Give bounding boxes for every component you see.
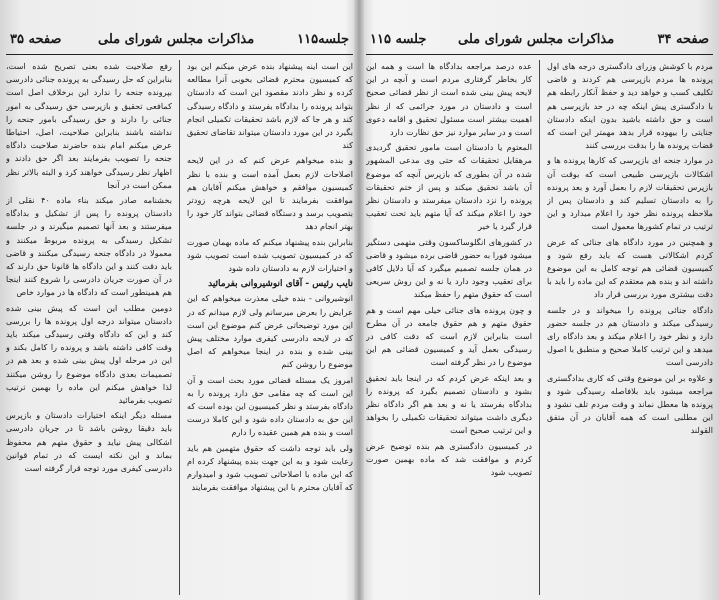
book-gutter	[354, 0, 364, 600]
paragraph: مسئله دیگر اینکه اختیارات دادستان و بازپرس باید دقیقا روشن باشد تا در جریان دادرسی اشکالی پیش نیاید و حقوق متهم هم محفوظ بماند و این نکته ایست که در تمام قوانین دادرسی کیفری مورد توجه قرار گرفته است	[6, 410, 172, 474]
paragraph: و چون پرونده های جنائی خیلی مهم است و هم حقوق متهم و هم حقوق جامعه در آن مطرح است بنابراین لازم است که دقت کافی در رسیدگی بعمل آید و کمیسیون قضائی هم این موضوع را در نظر گرفته است	[366, 304, 532, 368]
paragraph: بخشنامه صادر میکند بناء ماده ۴۰ نقلی از دادستان پرونده را پس از تشکیل و بدادگاه میفرستند و بعد آنها تصمیم میگیرند و در جلسه تشکیل رسیدگی به پرونده مربوط میکنند و معمولا در دادگاه جنحه رسیدگی میکنند و قاضی باید دقت کنند و این دادگاه ها قانونا حق دارند که در آن صورت جریان دادرسی را شروع کنند اینجا هم همینطور است که دادگاه ها در موارد خاص	[6, 195, 172, 298]
paragraph: در موارد جنحه ای بازپرسی که کارها پرونده ها و اشکالات بازپرسی طبیعی است که بوقت آن بازپرس تحقیقات لازم را بعمل آورد و بعد پرونده را به دادستان تسلیم کند و دادستان پس از ملاحظه پرونده نظر خود را اعلام میدارد و این ترتیب در تمام کشورها معمول است	[547, 155, 713, 232]
paragraph: و بنده میخواهم عرض کنم که در این لایحه اصلاحات لازم بعمل آمده است و بنده با نظر کمیسیون موافقم و خواهش میکنم آقایان هم موافقت بفرمایند تا این لایحه هرچه زودتر بتصویب برسد و دستگاه قضائی بتواند کار خود را بهتر انجام دهد	[187, 155, 353, 232]
right-header-rule	[366, 54, 713, 55]
right-page-title: مذاکرات مجلس شورای ملی	[458, 32, 615, 47]
right-page-column-left	[366, 60, 532, 595]
left-page-column-left	[6, 60, 172, 595]
paragraph: و علاوه بر این موضوع وقتی که کاری بدادگستری مراجعه میشود باید بلافاصله رسیدگی شود و پرونده ها معطل نماند و وقت مردم تلف نشود و این مطلبی است که همه آقایان در آن متفق القولند	[547, 372, 713, 436]
left-page-header	[6, 32, 353, 54]
right-page	[366, 0, 713, 600]
left-page-session: جلسه۱۱۵	[297, 32, 349, 47]
paragraph: دومین مطلب این است که پیش بینی شده دادستان میتواند درجه اول پرونده ها را بررسی کند و این که دادگاه وقتی رسیدگی میکند باید وقت کافی داشته باشد و پرونده را کامل بکند و این در مرحله اول پیش بینی شده و بعد هم در تصمیمات بعدی دادگاه موضوع را روشن میکنند لذا خواهش میکنم این ماده را بهمین ترتیب تصویب بفرمائید	[6, 302, 172, 406]
paragraph: المعتوم یا دادستان است مامور تحقیق گردیدی مرهقایل تحقیقات که حتی وی مدعی المشهور شده در آن بطوری که بازپرس آنچه که موضوع آن باشد تحقیق میکند و پس از ختم تحقیقات پرونده را نزد دادستان میفرستد و دادستان نظر خود را اعلام میکند که آیا متهم باید تحت تعقیب قرار گیرد یا خیر	[366, 142, 532, 232]
paragraph: در کشورهای انگلوساکسون وقتی متهمی دستگیر میشود فورا به حضور قاضی برده میشود و قاضی در همان جلسه تصمیم میگیرد که آیا دلایل کافی برای تعقیب وجود دارد یا نه و این روش سریعی است که حقوق متهم را حفظ میکند	[366, 236, 532, 300]
paragraph: امروز یک مسئله قضائی مورد بحث است و آن این است که چه مقامی حق دارد پرونده را به دادگاه بفرستد و نظر کمیسیون این بوده است که این حق به دادستان داده شود و این کاملا درست است و بنده هم همین عقیده را دارم	[187, 374, 353, 438]
speaker-heading: نایب رئیس - آقای انوشیروانی بفرمائید	[208, 279, 353, 290]
paragraph: انوشیروانی - بنده خیلی معذرت میخواهم که این عرایض را بعرض میرسانم ولی لازم میدانم که در این مورد توضیحاتی عرض کنم موضوع این است که در لایحه دادرسی کیفری موارد مختلف پیش بینی شده و بنده در اینجا میخواهم که اصل موضوع را روشن کنم	[187, 293, 353, 370]
right-page-number: صفحه ۳۴	[657, 32, 709, 47]
paragraph: مردم با کوشش وزرای دادگستری درجه های اول پرونده ها مردم بازپرسی هم کردند و قاضی تکلیف کسب و خواهد دید و حفظ آنکار رابطه هم با دادگستری پیش اینکه چه در حد بازپرسی هم است و حق داشته باشید بدون اینکه دادستان جنایتی را بیهوده قرار بدهد مهمتر این است که قضات پرونده ها را بدقت بررسی کنند	[547, 61, 713, 151]
paragraph: ولی باید توجه داشت که حقوق متهمین هم باید رعایت شود و به این جهت بنده پیشنهاد کرده ام که این ماده با اصلاحاتی تصویب شود و امیدوارم که آقایان محترم با این پیشنهاد موافقت بفرمایند	[187, 442, 353, 493]
paragraph: و بعد اینکه عرض کردم که در اینجا باید تحقیق بشود و دادستان تصمیم بگیرد که پرونده را بدادگاه بفرستد یا نه و بعد هم اگر دادگاه نظر دیگری داشت میتواند تحقیقات تکمیلی را بخواهد و این ترتیب صحیح است	[366, 372, 532, 436]
paragraph: در کمیسیون دادگستری هم بنده توضیح عرض کردم و موافقت شد که ماده بهمین صورت تصویب شود	[366, 440, 532, 478]
paragraph: دادگاه جنائی پرونده را میخواند و در جلسه رسیدگی میکند و دادستان هم در جلسه حضور دارد و نظر خود را اعلام میکند و بعد دادگاه رای میدهد و این ترتیب کاملا صحیح و منطبق با اصول دادرسی است	[547, 304, 713, 368]
left-page-number: صفحه ۳۵	[10, 32, 62, 47]
left-page-title: مذاکرات مجلس شورای ملی	[98, 32, 255, 47]
paragraph: عده درصد مراجعه بدادگاه ها است و همه این کار بخاطر گرفتاری مردم است و آنچه در این لایحه پیش بینی شده است از نظر قضائی صحیح است و دادستان در مورد جرائمی که از نظر اهمیت بیشتر است مسئول تحقیق و اقامه دعوی است و در سایر موارد نیز حق نظارت دارد	[366, 61, 532, 138]
left-page	[6, 0, 353, 600]
paragraph: بنابراین بنده پیشنهاد میکنم که ماده بهمان صورت که در کمیسیون تصویب شده است تصویب شود و اختیارات لازم به دادستان داده شود	[187, 236, 353, 274]
right-page-header	[366, 32, 713, 54]
right-page-column-right	[547, 60, 713, 595]
right-page-session: جلسه ۱۱۵	[370, 32, 427, 47]
paragraph: و همچنین در مورد دادگاه های جنائی که عرض کردم اشکالاتی هست که باید رفع شود و کمیسیون قضائی هم توجه کامل به این موضوع داشته اند و بنده هم معتقدم که این ماده را باید با دقت بیشتری مورد بررسی قرار داد	[547, 236, 713, 300]
paragraph: این است اینه پیشنهاد بنده عرض میکنم این بود که کمیسیون محترم قضائی بخوبی آنرا مطالعه کرده و نظر دادند مقصود این است که دادستان بتواند پرونده را بدادگاه بفرستد و دادگاه رسیدگی کند و هر جا که لازم باشد تحقیقات تکمیلی انجام بگیرد در این مورد دادستان میتواند تقاضای تحقیق کند	[187, 61, 353, 151]
left-page-column-right	[187, 60, 353, 595]
left-header-rule	[6, 54, 353, 55]
paragraph: رفع صلاحیت شده بعنی تصریح شده است، بنابراین که حل رسیدگی به پرونده جنائی دادرسی بپرونده جنحه را ندارد این برخلاف اصل است کمافعی تحقیق و بازپرسی حق رسیدگی به امور جنائی را دارند و حق رسیدگی بامور جنحه را نداشته باشند بنابراین صلاحیت، اصل، احتیاطا عرض میکنم امام بنده حاضرند صلاحیت دادگاه جنحه را تصویب بفرمایند بعد اگر حق دادند و اظهار نظر رسیدگی خواهند کرد و البته بالاتر نظر ممکن است در آنجا	[6, 61, 172, 190]
left-column-divider	[179, 60, 180, 595]
right-column-divider	[539, 60, 540, 595]
